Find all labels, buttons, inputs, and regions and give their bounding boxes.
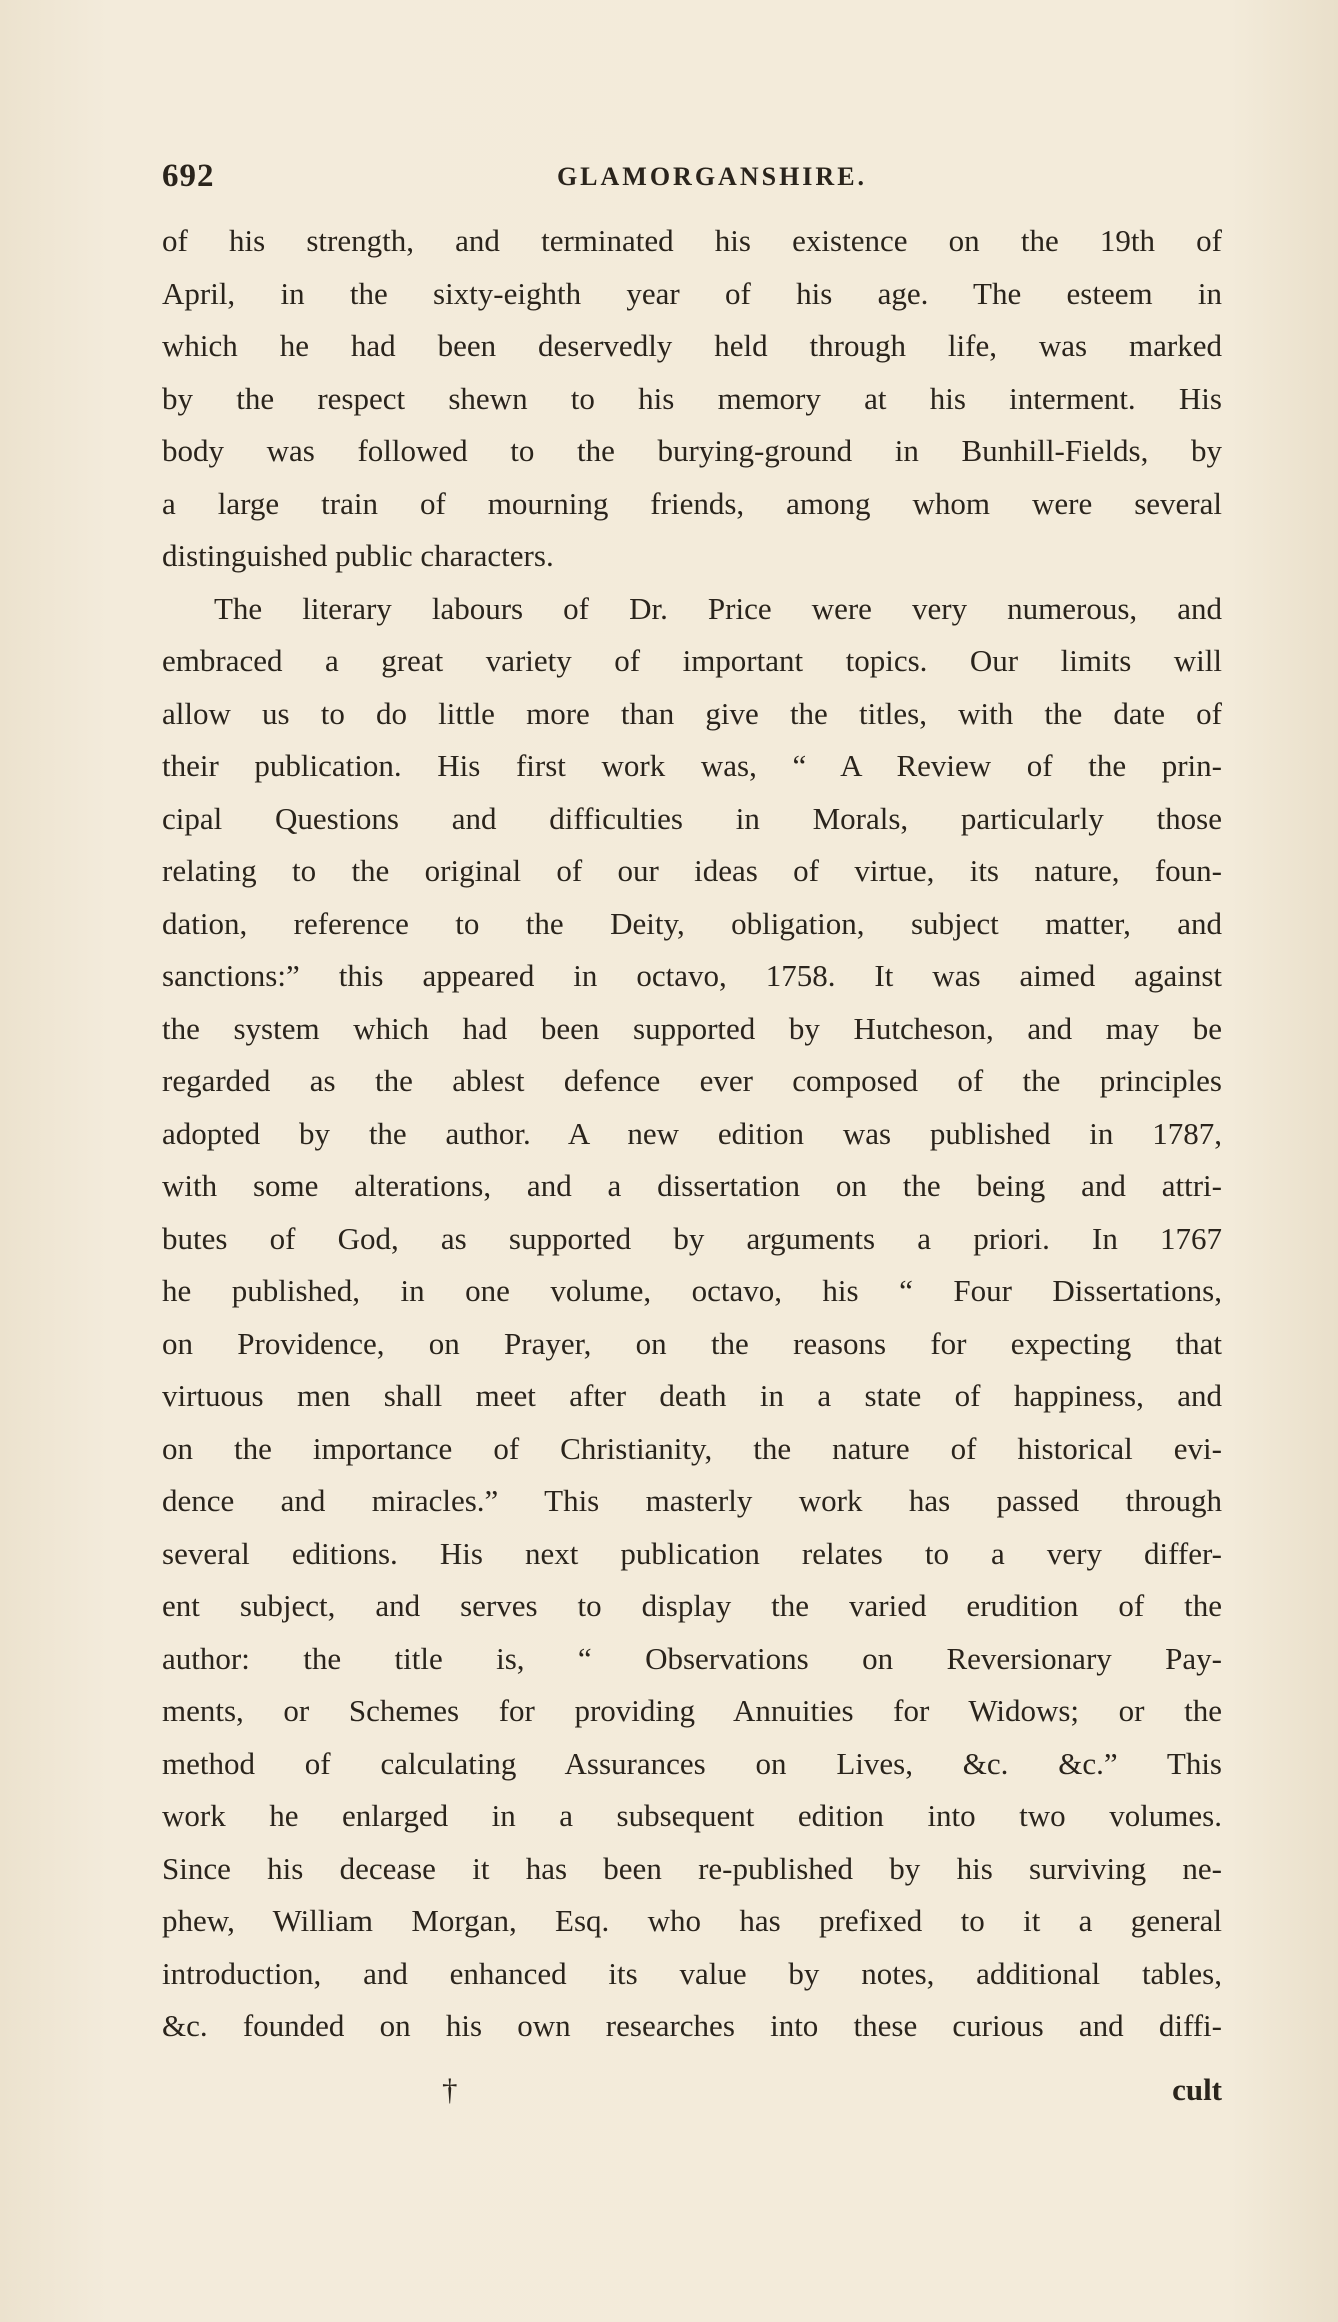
catchword: cult — [1172, 2072, 1222, 2107]
text-line: author: the title is, “ Observations on Reversionary Pay- — [162, 1640, 1222, 1676]
text-line: body was followed to the burying-ground in Bunhill-Fields, by — [162, 433, 1222, 468]
text-line: on the importance of Christianity, the nature of historical evi- — [162, 1430, 1222, 1466]
text-line: on Providence, on Prayer, on the reasons for expecting that — [162, 1325, 1222, 1361]
text-line: ent subject, and serves to display the varied erudition of the — [162, 1588, 1222, 1623]
text-line: cipal Questions and difficulties in Morals, particularly those — [162, 800, 1222, 836]
page-number: 692 — [162, 158, 215, 194]
text-line: the system which had been supported by Hutcheson, and may be — [162, 1010, 1222, 1046]
text-line: of his strength, and terminated his existence on the 19th of — [162, 223, 1222, 258]
paragraph-start-line: The literary labours of Dr. Price were very numerous, and — [214, 590, 1222, 626]
text-line: he published, in one volume, octavo, his “ Four Dissertations, — [162, 1273, 1222, 1308]
text-line: adopted by the author. A new edition was published in 1787, — [162, 1115, 1222, 1151]
text-line: Since his decease it has been re-published by his surviving ne- — [162, 1850, 1222, 1886]
text-line: dence and miracles.” This masterly work has passed through — [162, 1483, 1222, 1518]
text-line: a large train of mourning friends, among whom were several — [162, 485, 1222, 521]
text-line: ments, or Schemes for providing Annuities for Widows; or the — [162, 1693, 1222, 1728]
text-line: relating to the original of our ideas of virtue, its nature, foun- — [162, 853, 1222, 888]
text-line: by the respect shewn to his memory at his interment. His — [162, 380, 1222, 416]
text-line: April, in the sixty-eighth year of his age. The esteem in — [162, 275, 1222, 311]
text-line: which he had been deservedly held through life, was marked — [162, 328, 1222, 363]
text-line: their publication. His first work was, “ A Review of the prin- — [162, 748, 1222, 783]
text-line: phew, William Morgan, Esq. who has prefixed to it a general — [162, 1903, 1222, 1938]
text-line: dation, reference to the Deity, obligation, subject matter, and — [162, 905, 1222, 941]
text-line: introduction, and enhanced its value by notes, additional tables, — [162, 1955, 1222, 1991]
text-line: sanctions:” this appeared in octavo, 1758. It was aimed against — [162, 958, 1222, 993]
page-header — [162, 158, 1222, 198]
text-line: butes of God, as supported by arguments a priori. In 1767 — [162, 1220, 1222, 1256]
body-text — [162, 215, 1222, 2053]
text-line: allow us to do little more than give the titles, with the date of — [162, 695, 1222, 731]
text-line: distinguished public characters. — [162, 538, 554, 573]
text-line: several editions. His next publication relates to a very differ- — [162, 1535, 1222, 1571]
text-line: regarded as the ablest defence ever composed of the principles — [162, 1063, 1222, 1098]
text-line: virtuous men shall meet after death in a state of happiness, and — [162, 1378, 1222, 1413]
text-line: with some alterations, and a dissertation on the being and attri- — [162, 1168, 1222, 1203]
running-head: GLAMORGANSHIRE. — [556, 162, 868, 191]
text-line: &c. founded on his own researches into these curious and diffi- — [162, 2008, 1222, 2043]
text-line: method of calculating Assurances on Lives, &c. &c.” This — [162, 1745, 1222, 1781]
text-line: work he enlarged in a subsequent edition into two volumes. — [162, 1798, 1222, 1833]
signature-mark: † — [442, 2072, 458, 2107]
page-footer — [162, 2072, 1222, 2116]
text-line: embraced a great variety of important topics. Our limits will — [162, 643, 1222, 678]
